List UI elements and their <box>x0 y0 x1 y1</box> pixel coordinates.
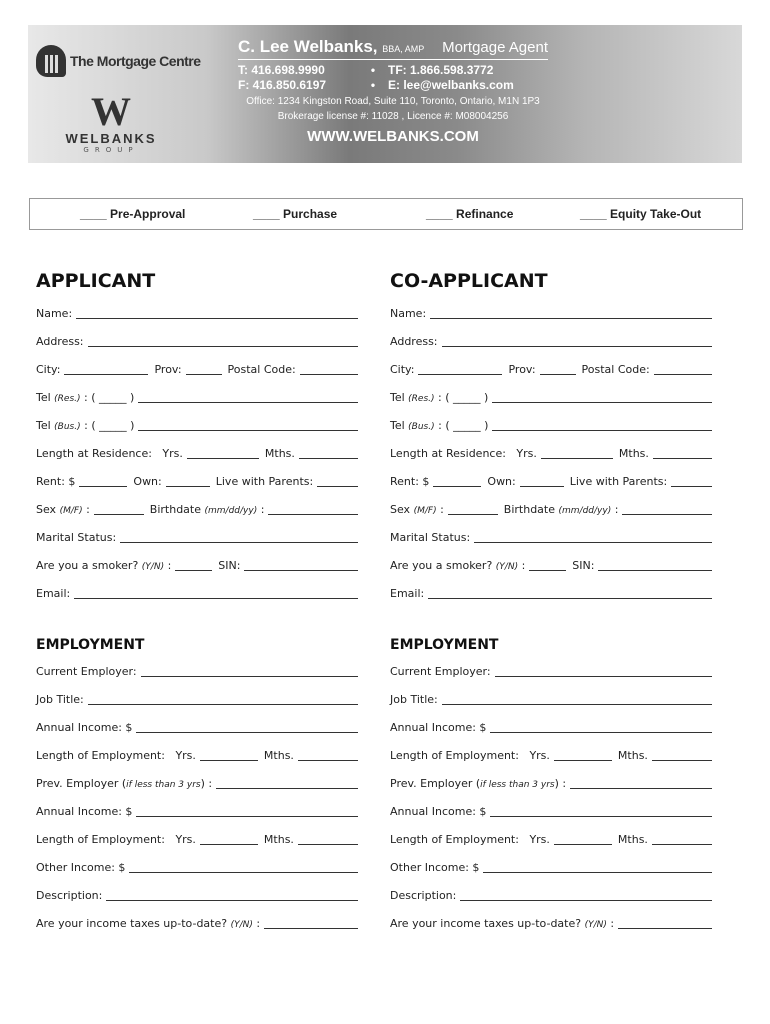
form-field <box>216 475 358 488</box>
blank-line[interactable] <box>186 364 222 375</box>
form-field <box>390 503 504 516</box>
field-suffix: : ( _____ ) <box>434 391 489 404</box>
field-label: Mths. <box>617 749 648 762</box>
option-refinance[interactable]: ____ Refinance <box>426 207 514 221</box>
field-label: Email: <box>36 587 71 600</box>
blank-line[interactable] <box>138 420 358 431</box>
form-row <box>36 474 358 488</box>
field-hint: (M/F) <box>59 506 83 516</box>
field-label: Sex <box>36 503 60 516</box>
form-field <box>36 665 358 678</box>
field-label: Rent: $ <box>36 475 76 488</box>
form-row <box>390 474 712 488</box>
blank-line[interactable] <box>554 834 612 845</box>
blank-line[interactable] <box>433 476 481 487</box>
blank-line[interactable] <box>520 476 564 487</box>
blank-line[interactable] <box>448 504 498 515</box>
form-row <box>390 804 712 818</box>
form-field <box>390 419 712 432</box>
form-field <box>390 917 712 930</box>
form-row <box>390 306 712 320</box>
field-suffix: : <box>606 917 615 930</box>
form-field <box>390 531 712 544</box>
field-hint: (M/F) <box>413 506 437 516</box>
form-field <box>508 363 581 376</box>
form-field <box>36 805 358 818</box>
blank-line[interactable] <box>317 476 358 487</box>
form-field <box>487 475 569 488</box>
field-label: Name: <box>390 307 427 320</box>
blank-line[interactable] <box>76 308 358 319</box>
field-label: Tel <box>390 391 409 404</box>
form-field <box>572 559 712 572</box>
field-hint: (Y/N) <box>495 562 519 572</box>
form-row <box>36 720 358 734</box>
form-field <box>619 447 712 460</box>
logo-text: The Mortgage Centre <box>70 53 201 69</box>
field-hint: (Bus.) <box>408 422 435 432</box>
form-field <box>390 559 572 572</box>
field-label: Annual Income: $ <box>36 721 133 734</box>
form-row <box>390 446 712 460</box>
field-label: Own: <box>487 475 516 488</box>
field-label: SIN: <box>218 559 241 572</box>
form-row <box>36 390 358 404</box>
field-suffix: ) : <box>200 777 213 790</box>
blank-line[interactable] <box>216 778 358 789</box>
form-field <box>390 777 712 790</box>
form-row <box>390 692 712 706</box>
form-field <box>36 587 358 600</box>
field-hint: (Y/N) <box>584 920 607 930</box>
field-label: SIN: <box>572 559 595 572</box>
field-label: Birthdate <box>149 503 205 516</box>
field-label: Tel <box>36 419 55 432</box>
field-hint: (Y/N) <box>141 562 165 572</box>
field-label: Are you a smoker? <box>36 559 142 572</box>
toll-free: TF: 1.866.598.3772 <box>388 63 494 77</box>
blank-line[interactable] <box>136 722 358 733</box>
field-label: City: <box>36 363 61 376</box>
fax: F: 416.850.6197 <box>238 78 327 92</box>
blank-line[interactable] <box>136 806 358 817</box>
form-field <box>36 721 358 734</box>
form-field <box>36 889 358 902</box>
form-row <box>36 418 358 432</box>
employment-heading: EMPLOYMENT <box>390 637 499 653</box>
form-field <box>36 503 150 516</box>
field-label: Address: <box>36 335 84 348</box>
blank-line[interactable] <box>622 504 712 515</box>
field-label: Current Employer: <box>390 665 491 678</box>
form-row <box>36 446 358 460</box>
form-row <box>36 362 358 376</box>
blank-line[interactable] <box>474 532 712 543</box>
blank-line[interactable] <box>492 392 712 403</box>
form-row <box>390 664 712 678</box>
blank-line[interactable] <box>671 476 712 487</box>
blank-line[interactable] <box>120 532 358 543</box>
logo-name: WELBANKS <box>65 131 157 146</box>
license: Brokerage license #: 11028 , Licence #: M08004256 <box>277 111 509 122</box>
form-field <box>390 805 712 818</box>
form-field <box>36 777 358 790</box>
blank-line[interactable] <box>299 448 358 459</box>
form-row <box>390 720 712 734</box>
form-field <box>218 559 358 572</box>
field-label: Prov: <box>154 363 182 376</box>
blank-line[interactable] <box>79 476 127 487</box>
blank-line[interactable] <box>495 666 712 677</box>
form-field <box>228 363 358 376</box>
form-field <box>36 307 358 320</box>
field-label: Length of Employment: Yrs. <box>390 749 550 762</box>
field-label: Length of Employment: Yrs. <box>390 833 550 846</box>
field-label: Tel <box>36 391 55 404</box>
field-label: Sex <box>390 503 414 516</box>
agent-contact: C. Lee Welbanks, BBA, AMP Mortgage Agent T: 416.698.9990 • TF: 1.866.598.3772 F: 416.850.6197 • E: lee@welbanks.com Office: 1234 Kingston Road, Suite 110, Toronto, Ontario, M1N 1P3 Brokerage license #: 11028 , Licence #: M08004256 WWW.WELBANKS.COM <box>238 37 548 145</box>
field-label: Prev. Employer ( <box>36 777 127 790</box>
form-row <box>36 832 358 846</box>
blank-line[interactable] <box>653 448 712 459</box>
blank-line[interactable] <box>541 448 613 459</box>
field-label: Other Income: $ <box>36 861 126 874</box>
field-suffix: : <box>164 559 172 572</box>
blank-line[interactable] <box>200 750 258 761</box>
form-row <box>390 586 712 600</box>
form-field <box>36 335 358 348</box>
form-field <box>390 749 618 762</box>
blank-line[interactable] <box>529 560 566 571</box>
form-field <box>390 307 712 320</box>
form-row <box>36 530 358 544</box>
form-field <box>36 917 358 930</box>
field-label: Length of Employment: Yrs. <box>36 749 196 762</box>
field-label: Mths. <box>263 749 294 762</box>
blank-line[interactable] <box>138 392 358 403</box>
field-label: Postal Code: <box>227 363 296 376</box>
field-hint: (mm/dd/yy) <box>204 506 258 516</box>
blank-line[interactable] <box>74 588 358 599</box>
blank-line[interactable] <box>106 890 358 901</box>
section-heading: CO-APPLICANT <box>390 270 548 292</box>
field-hint: (Y/N) <box>230 920 253 930</box>
field-label: Name: <box>36 307 73 320</box>
agent-name: C. Lee Welbanks, <box>238 37 378 56</box>
option-equity-take-out[interactable]: ____ Equity Take-Out <box>580 207 702 221</box>
field-label: Mths. <box>263 833 294 846</box>
form-row <box>36 586 358 600</box>
header-banner <box>28 25 742 163</box>
field-hint: if less than 3 yrs <box>126 780 201 790</box>
form-field <box>264 749 358 762</box>
blank-line[interactable] <box>554 750 612 761</box>
field-label: Mths. <box>264 447 295 460</box>
field-label: Postal Code: <box>581 363 650 376</box>
blank-line[interactable] <box>428 588 712 599</box>
blank-line[interactable] <box>490 806 712 817</box>
blank-line[interactable] <box>618 918 712 929</box>
field-suffix: : <box>257 503 265 516</box>
form-row <box>36 860 358 874</box>
form-field <box>390 861 712 874</box>
form-row <box>390 776 712 790</box>
field-label: Mths. <box>618 447 649 460</box>
credentials: BBA, AMP <box>382 44 425 54</box>
form-field <box>390 391 712 404</box>
blank-line[interactable] <box>298 750 358 761</box>
field-label: Job Title: <box>390 693 438 706</box>
mortgage-centre-logo <box>36 45 201 77</box>
form-row <box>36 804 358 818</box>
form-field <box>150 503 358 516</box>
option-pre-approval[interactable]: ____ Pre-Approval <box>80 207 186 221</box>
field-label: Marital Status: <box>390 531 471 544</box>
form-field <box>390 363 508 376</box>
form-field <box>36 391 358 404</box>
field-label: Own: <box>133 475 162 488</box>
form-row <box>36 664 358 678</box>
field-label: Length of Employment: Yrs. <box>36 833 196 846</box>
blank-line[interactable] <box>129 862 358 873</box>
field-label: Description: <box>390 889 457 902</box>
logo-letter: W <box>91 89 131 134</box>
blank-line[interactable] <box>570 778 712 789</box>
form-row <box>390 502 712 516</box>
blank-line[interactable] <box>244 560 358 571</box>
form-row <box>390 916 712 930</box>
logo-sub: GROUP <box>83 146 139 154</box>
form-field <box>390 475 487 488</box>
field-label: Are you a smoker? <box>390 559 496 572</box>
blank-line[interactable] <box>442 336 712 347</box>
field-label: Length at Residence: Yrs. <box>36 447 183 460</box>
blank-line[interactable] <box>187 448 259 459</box>
blank-line[interactable] <box>418 364 502 375</box>
field-suffix: : ( _____ ) <box>434 419 489 432</box>
form-row <box>36 916 358 930</box>
form-row <box>36 502 358 516</box>
form-field <box>36 559 218 572</box>
form-field <box>265 447 358 460</box>
employment-heading: EMPLOYMENT <box>36 637 145 653</box>
blank-line[interactable] <box>88 336 358 347</box>
blank-line[interactable] <box>300 364 358 375</box>
agent-role: Mortgage Agent <box>442 39 548 56</box>
form-row <box>390 888 712 902</box>
blank-line[interactable] <box>654 364 712 375</box>
field-label: Prev. Employer ( <box>390 777 481 790</box>
field-label: Length at Residence: Yrs. <box>390 447 537 460</box>
form-row <box>390 558 712 572</box>
field-suffix: : <box>436 503 444 516</box>
field-label: Other Income: $ <box>390 861 480 874</box>
field-suffix: : ( _____ ) <box>80 391 135 404</box>
field-hint: (Res.) <box>54 394 81 404</box>
form-field <box>36 475 133 488</box>
blank-line[interactable] <box>490 722 712 733</box>
form-field <box>390 447 619 460</box>
field-label: Tel <box>390 419 409 432</box>
option-purchase[interactable]: ____ Purchase <box>253 207 338 221</box>
blank-line[interactable] <box>540 364 576 375</box>
field-label: Annual Income: $ <box>390 721 487 734</box>
form-field <box>390 587 712 600</box>
mortgage-type-options <box>29 198 743 230</box>
field-suffix: : <box>252 917 261 930</box>
form-row <box>390 362 712 376</box>
phone: T: 416.698.9990 <box>238 63 325 77</box>
form-field <box>36 447 265 460</box>
form-row <box>390 390 712 404</box>
blank-line[interactable] <box>652 750 712 761</box>
field-label: Live with Parents: <box>215 475 314 488</box>
form-field <box>570 475 712 488</box>
form-row <box>390 832 712 846</box>
field-label: Job Title: <box>36 693 84 706</box>
section-heading: APPLICANT <box>36 270 156 292</box>
form-row <box>36 748 358 762</box>
blank-line[interactable] <box>483 862 712 873</box>
blank-line[interactable] <box>460 890 712 901</box>
blank-line[interactable] <box>88 694 358 705</box>
form-field <box>133 475 215 488</box>
form-row <box>36 558 358 572</box>
field-label: Address: <box>390 335 438 348</box>
field-label: Mths. <box>617 833 648 846</box>
field-label: Rent: $ <box>390 475 430 488</box>
form-row <box>390 334 712 348</box>
form-field <box>390 693 712 706</box>
field-label: City: <box>390 363 415 376</box>
form-row <box>36 776 358 790</box>
form-field <box>582 363 712 376</box>
blank-line[interactable] <box>94 504 144 515</box>
field-label: Annual Income: $ <box>36 805 133 818</box>
form-field <box>264 833 358 846</box>
field-suffix: : <box>518 559 526 572</box>
field-label: Birthdate <box>503 503 559 516</box>
form-field <box>36 363 154 376</box>
arch-logo-icon <box>36 45 66 77</box>
form-field <box>390 721 712 734</box>
blank-line[interactable] <box>442 694 712 705</box>
form-field <box>504 503 712 516</box>
field-suffix: ) : <box>554 777 567 790</box>
field-label: Current Employer: <box>36 665 137 678</box>
blank-line[interactable] <box>298 834 358 845</box>
field-label: Live with Parents: <box>569 475 668 488</box>
field-label: Prov: <box>508 363 536 376</box>
form-field <box>618 749 712 762</box>
blank-line[interactable] <box>430 308 712 319</box>
field-label: Are your income taxes up-to-date? <box>36 917 231 930</box>
form-row <box>390 530 712 544</box>
field-hint: if less than 3 yrs <box>480 780 555 790</box>
form-field <box>36 833 264 846</box>
field-suffix: : <box>82 503 90 516</box>
field-label: Description: <box>36 889 103 902</box>
welbanks-logo <box>56 89 166 154</box>
form-field <box>154 363 227 376</box>
field-label: Are your income taxes up-to-date? <box>390 917 585 930</box>
blank-line[interactable] <box>141 666 358 677</box>
field-hint: (Bus.) <box>54 422 81 432</box>
form-field <box>36 419 358 432</box>
blank-line[interactable] <box>264 918 358 929</box>
email: E: lee@welbanks.com <box>388 78 514 92</box>
blank-line[interactable] <box>652 834 712 845</box>
field-suffix: : <box>611 503 619 516</box>
form-row <box>390 860 712 874</box>
field-label: Marital Status: <box>36 531 117 544</box>
office-address: Office: 1234 Kingston Road, Suite 110, Toronto, Ontario, M1N 1P3 <box>246 96 540 107</box>
form-row <box>36 888 358 902</box>
form-field <box>36 531 358 544</box>
field-hint: (Res.) <box>408 394 435 404</box>
form-field <box>36 693 358 706</box>
website[interactable]: WWW.WELBANKS.COM <box>307 128 479 145</box>
form-row <box>390 418 712 432</box>
field-label: Email: <box>390 587 425 600</box>
blank-line[interactable] <box>492 420 712 431</box>
form-field <box>390 833 618 846</box>
blank-line[interactable] <box>166 476 210 487</box>
field-label: Annual Income: $ <box>390 805 487 818</box>
form-row <box>36 334 358 348</box>
form-row <box>390 748 712 762</box>
form-field <box>390 889 712 902</box>
blank-line[interactable] <box>64 364 148 375</box>
form-field <box>36 749 264 762</box>
form-row <box>36 692 358 706</box>
form-field <box>618 833 712 846</box>
form-field <box>36 861 358 874</box>
form-row <box>36 306 358 320</box>
blank-line[interactable] <box>598 560 712 571</box>
field-suffix: : ( _____ ) <box>80 419 135 432</box>
blank-line[interactable] <box>268 504 358 515</box>
form-field <box>390 335 712 348</box>
form-field <box>390 665 712 678</box>
field-hint: (mm/dd/yy) <box>558 506 612 516</box>
blank-line[interactable] <box>175 560 212 571</box>
blank-line[interactable] <box>200 834 258 845</box>
